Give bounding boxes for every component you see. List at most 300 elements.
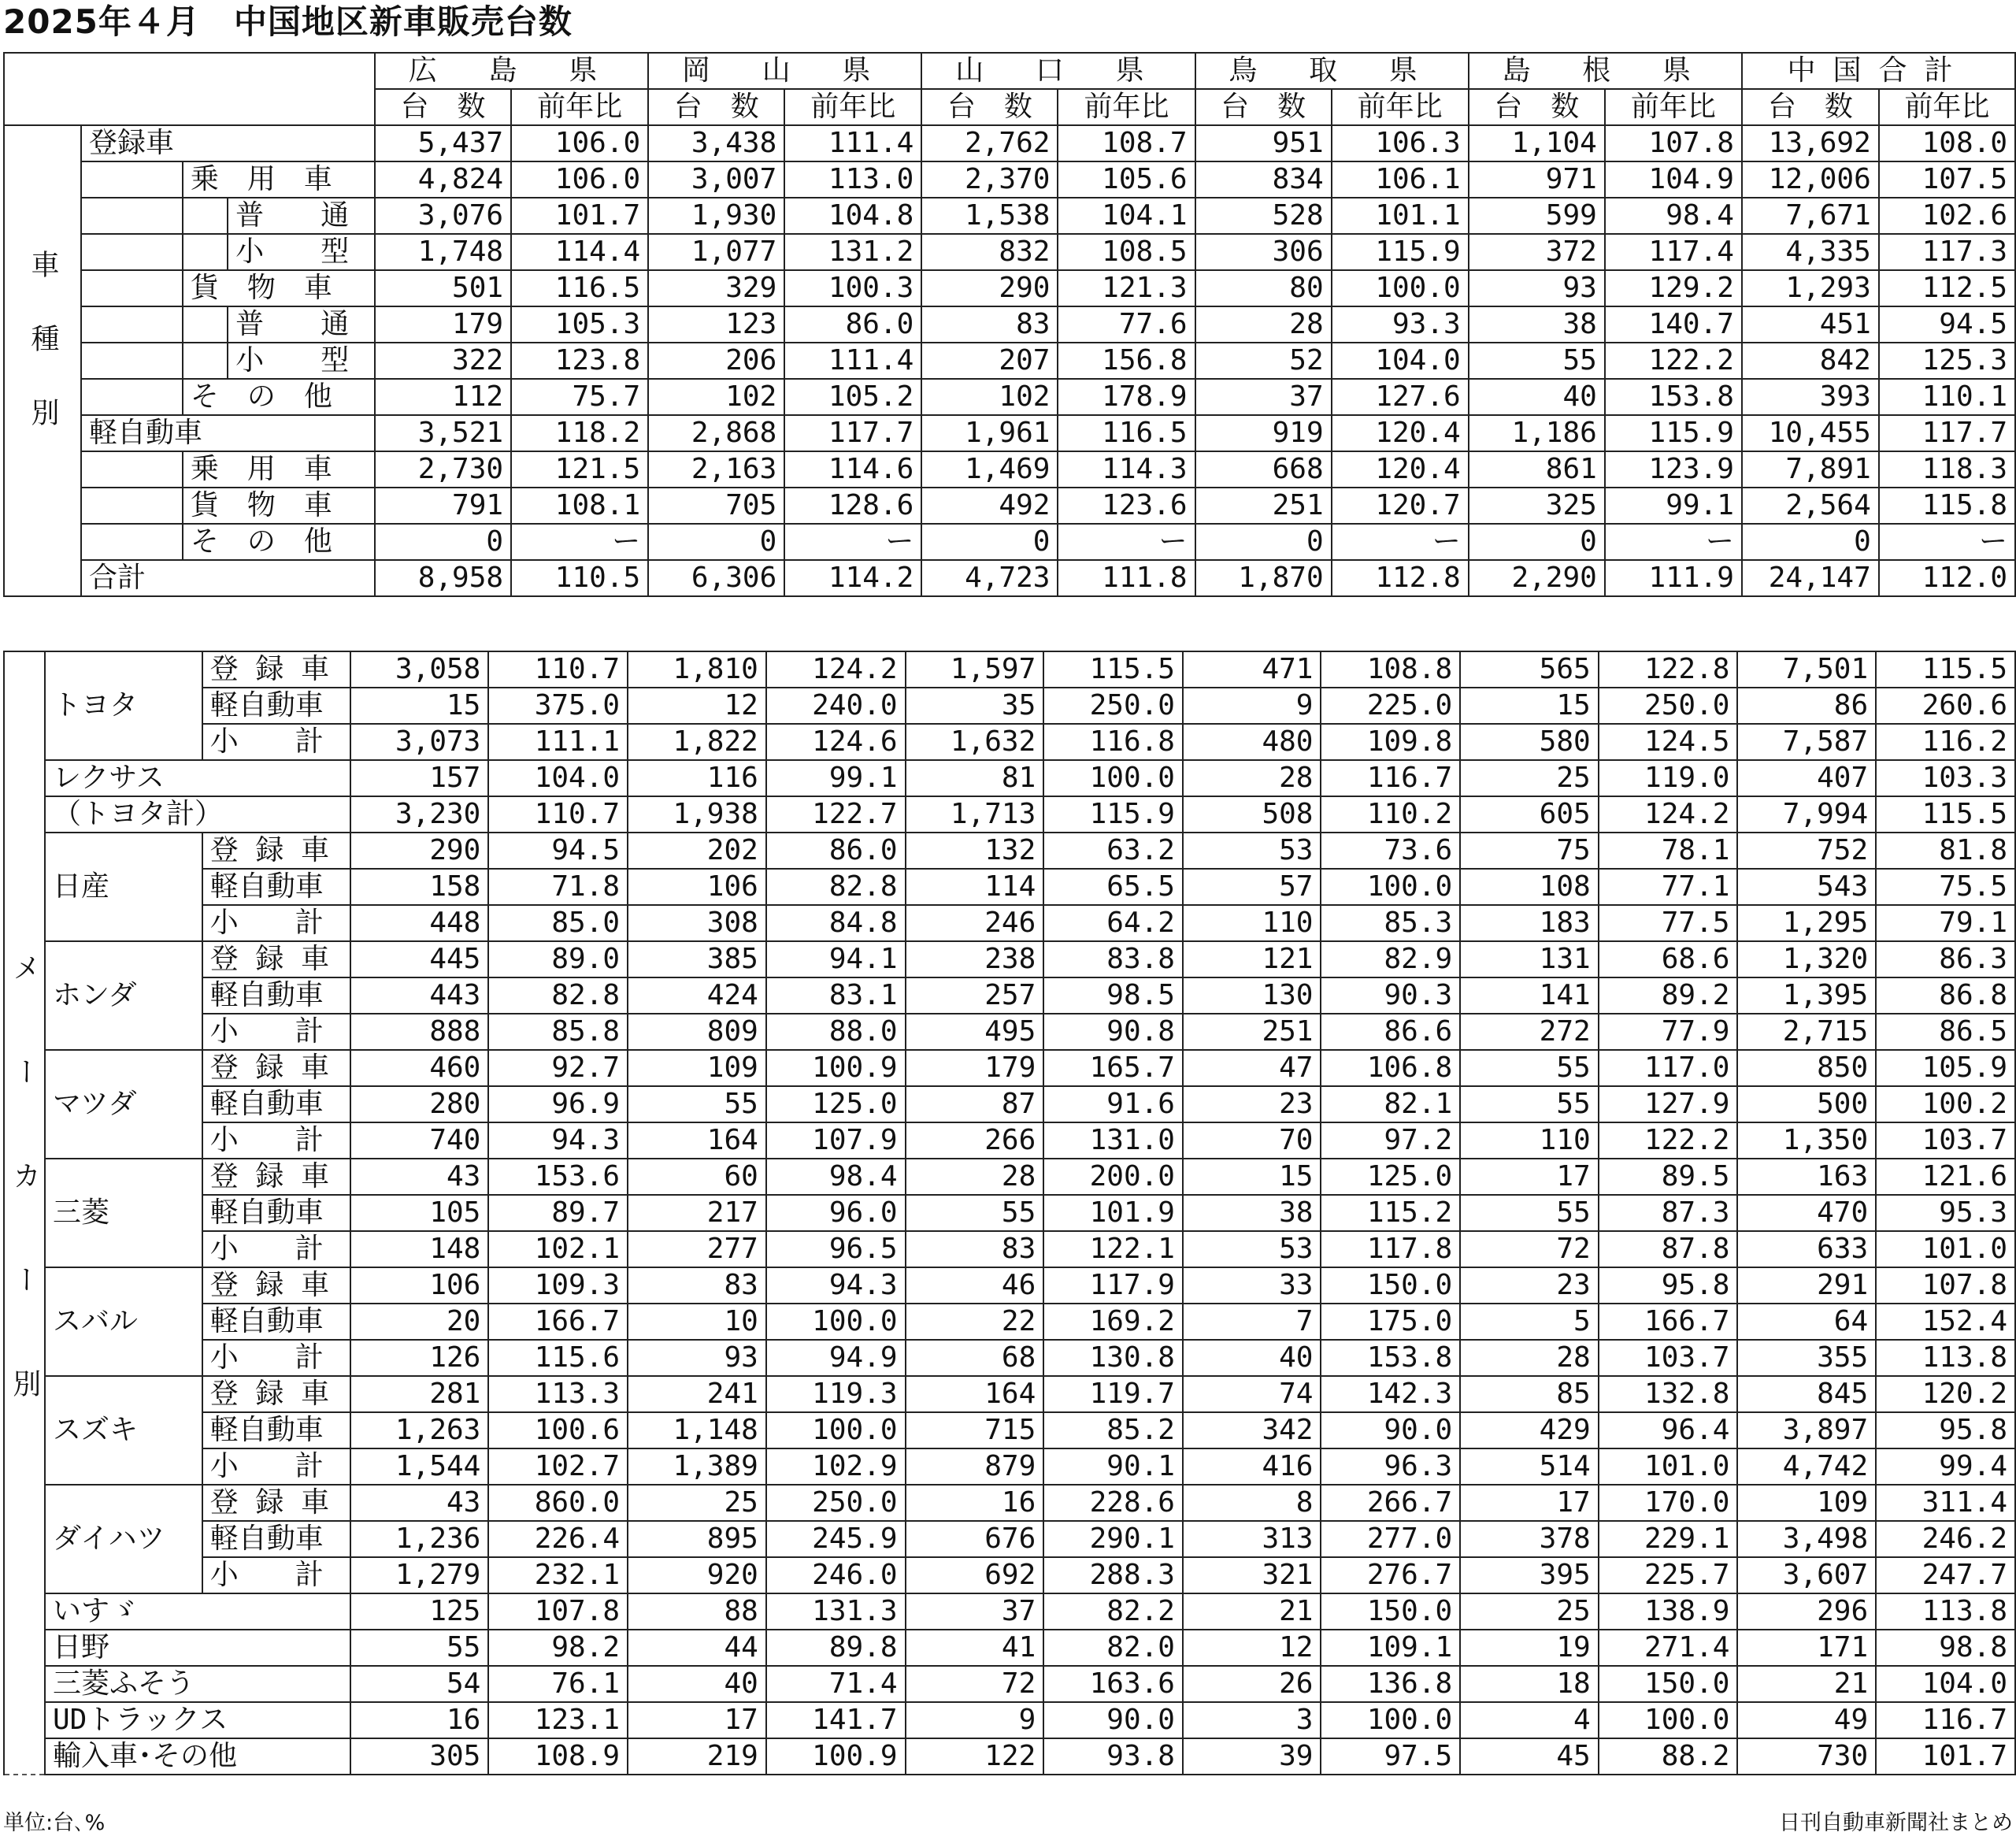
sales-count-cell: 3,438 [648, 125, 784, 161]
yoy-ratio-cell: 108.1 [511, 488, 648, 524]
prefecture-header: 中国合計 [1742, 53, 2015, 89]
yoy-ratio-cell: 165.7 [1043, 1050, 1183, 1086]
sales-count-cell: 308 [628, 905, 766, 941]
yoy-ratio-cell: 123.9 [1605, 451, 1742, 488]
yoy-ratio-cell: 88.2 [1599, 1738, 1738, 1775]
yoy-ratio-cell: 100.0 [766, 1412, 906, 1448]
sales-count-cell: 740 [350, 1122, 489, 1159]
maker-label: レクサス [45, 760, 350, 796]
sales-count-cell: 202 [628, 833, 766, 869]
yoy-ratio-cell: 105.9 [1876, 1050, 2015, 1086]
maker-label: スバル [45, 1267, 202, 1376]
yoy-ratio-cell: 104.1 [1058, 198, 1195, 234]
yoy-ratio-cell: 122.2 [1599, 1122, 1738, 1159]
sales-count-cell: 3,007 [648, 161, 784, 198]
maker-label: マツダ [45, 1050, 202, 1159]
sales-count-cell: 54 [350, 1666, 489, 1702]
sales-count-cell: 470 [1737, 1195, 1876, 1231]
ratio-header: 前年比 [511, 89, 648, 125]
sales-count-cell: 55 [628, 1086, 766, 1122]
maker-subcategory-label: 小 計 [202, 1231, 350, 1267]
yoy-ratio-cell: 90.0 [1043, 1702, 1183, 1738]
maker-subcategory-label: 登 録 車 [202, 1267, 350, 1304]
yoy-ratio-cell: 112.5 [1879, 270, 2015, 306]
yoy-ratio-cell: 100.0 [1599, 1702, 1738, 1738]
sales-count-cell: 329 [648, 270, 784, 306]
table-row [4, 1630, 2015, 1666]
sales-count-cell: 28 [906, 1159, 1044, 1195]
sales-count-cell: 705 [648, 488, 784, 524]
maker-subcategory-label: 登 録 車 [202, 1159, 350, 1195]
sales-count-cell: 1,293 [1742, 270, 1879, 306]
category-label: 登録車 [81, 125, 375, 161]
sales-count-cell: 23 [1460, 1267, 1599, 1304]
yoy-ratio-cell: 124.2 [1599, 796, 1738, 833]
yoy-ratio-cell: 90.3 [1321, 977, 1460, 1014]
sales-count-cell: 106 [350, 1267, 489, 1304]
maker-subcategory-label: 小 計 [202, 1557, 350, 1593]
yoy-ratio-cell: 166.7 [488, 1304, 628, 1340]
sales-count-cell: 126 [350, 1340, 489, 1376]
sales-count-cell: 108 [1460, 869, 1599, 905]
sales-count-cell: 528 [1195, 198, 1332, 234]
maker-subcategory-label: 登 録 車 [202, 833, 350, 869]
yoy-ratio-cell: 229.1 [1599, 1521, 1738, 1557]
yoy-ratio-cell: 68.6 [1599, 941, 1738, 977]
sales-count-cell: 148 [350, 1231, 489, 1267]
sales-count-cell: 3,607 [1737, 1557, 1876, 1593]
yoy-ratio-cell: 86.0 [784, 306, 921, 343]
yoy-ratio-cell: 114.6 [784, 451, 921, 488]
maker-subcategory-label: 登 録 車 [202, 1376, 350, 1412]
yoy-ratio-cell: 99.4 [1876, 1448, 2015, 1485]
maker-subcategory-label: 軽自動車 [202, 688, 350, 724]
yoy-ratio-cell: 101.9 [1043, 1195, 1183, 1231]
yoy-ratio-cell: 111.9 [1605, 560, 1742, 596]
sales-count-cell: 296 [1737, 1593, 1876, 1630]
maker-label: 輸入車･その他 [45, 1738, 350, 1775]
sales-count-cell: 22 [906, 1304, 1044, 1340]
yoy-ratio-cell: 228.6 [1043, 1485, 1183, 1521]
sales-count-cell: 15 [1460, 688, 1599, 724]
sales-count-cell: 116 [628, 760, 766, 796]
sales-count-cell: 25 [1460, 1593, 1599, 1630]
sales-count-cell: 1,469 [921, 451, 1058, 488]
table-row [4, 869, 2015, 905]
sales-count-cell: 35 [906, 688, 1044, 724]
sales-count-cell: 4 [1460, 1702, 1599, 1738]
table-row [4, 977, 2015, 1014]
yoy-ratio-cell: 156.8 [1058, 343, 1195, 379]
table-row [4, 1738, 2015, 1775]
yoy-ratio-cell: 125.0 [1321, 1159, 1460, 1195]
yoy-ratio-cell: 170.0 [1599, 1485, 1738, 1521]
yoy-ratio-cell: 200.0 [1043, 1159, 1183, 1195]
sales-count-cell: 416 [1183, 1448, 1321, 1485]
sales-count-cell: 85 [1460, 1376, 1599, 1412]
sales-count-cell: 692 [906, 1557, 1044, 1593]
yoy-ratio-cell: 103.3 [1876, 760, 2015, 796]
sales-count-cell: 8 [1183, 1485, 1321, 1521]
sales-count-cell: 0 [1469, 524, 1605, 560]
yoy-ratio-cell: 104.0 [1332, 343, 1469, 379]
indent-spacer [81, 198, 183, 234]
yoy-ratio-cell: 116.7 [1876, 1702, 2015, 1738]
maker-label: 三菱 [45, 1159, 202, 1267]
maker-subcategory-label: 軽自動車 [202, 1521, 350, 1557]
yoy-ratio-cell: 73.6 [1321, 833, 1460, 869]
sales-count-cell: 7,587 [1737, 724, 1876, 760]
count-header: 台 数 [1195, 89, 1332, 125]
sales-count-cell: 5,437 [375, 125, 511, 161]
sales-count-cell: 715 [906, 1412, 1044, 1448]
yoy-ratio-cell: 131.3 [766, 1593, 906, 1630]
sales-count-cell: 395 [1460, 1557, 1599, 1593]
yoy-ratio-cell: 122.8 [1599, 651, 1738, 688]
sales-count-cell: 321 [1183, 1557, 1321, 1593]
yoy-ratio-cell: 290.1 [1043, 1521, 1183, 1557]
sales-count-cell: 125 [350, 1593, 489, 1630]
sales-count-cell: 37 [906, 1593, 1044, 1630]
yoy-ratio-cell: 102.9 [766, 1448, 906, 1485]
yoy-ratio-cell: 81.8 [1876, 833, 2015, 869]
yoy-ratio-cell: 106.1 [1332, 161, 1469, 198]
yoy-ratio-cell: 95.8 [1876, 1412, 2015, 1448]
yoy-ratio-cell: 104.0 [488, 760, 628, 796]
yoy-ratio-cell: 86.0 [766, 833, 906, 869]
sales-count-cell: 272 [1460, 1014, 1599, 1050]
sales-count-cell: 1,104 [1469, 125, 1605, 161]
yoy-ratio-cell: 152.4 [1876, 1304, 2015, 1340]
yoy-ratio-cell: 124.5 [1599, 724, 1738, 760]
yoy-ratio-cell: 123.1 [488, 1702, 628, 1738]
yoy-ratio-cell: 178.9 [1058, 379, 1195, 415]
yoy-ratio-cell: ー [511, 524, 648, 560]
yoy-ratio-cell: 375.0 [488, 688, 628, 724]
yoy-ratio-cell: 112.8 [1332, 560, 1469, 596]
yoy-ratio-cell: 89.2 [1599, 977, 1738, 1014]
yoy-ratio-cell: 77.6 [1058, 306, 1195, 343]
sales-count-cell: 28 [1183, 760, 1321, 796]
yoy-ratio-cell: ー [1605, 524, 1742, 560]
yoy-ratio-cell: 115.8 [1879, 488, 2015, 524]
yoy-ratio-cell: 100.9 [766, 1050, 906, 1086]
yoy-ratio-cell: 130.8 [1043, 1340, 1183, 1376]
yoy-ratio-cell: 102.6 [1879, 198, 2015, 234]
sales-count-cell: 1,236 [350, 1521, 489, 1557]
sales-count-cell: 60 [628, 1159, 766, 1195]
sales-count-cell: 206 [648, 343, 784, 379]
sales-count-cell: 7 [1183, 1304, 1321, 1340]
yoy-ratio-cell: 100.0 [1321, 1702, 1460, 1738]
ratio-header: 前年比 [1605, 89, 1742, 125]
sales-count-cell: 1,263 [350, 1412, 489, 1448]
yoy-ratio-cell: 100.3 [784, 270, 921, 306]
yoy-ratio-cell: 131.0 [1043, 1122, 1183, 1159]
yoy-ratio-cell: 95.8 [1599, 1267, 1738, 1304]
sales-count-cell: 0 [1195, 524, 1332, 560]
sales-count-cell: 429 [1460, 1412, 1599, 1448]
sales-count-cell: 10,455 [1742, 415, 1879, 451]
sales-count-cell: 2,370 [921, 161, 1058, 198]
table-row [4, 796, 2015, 833]
sales-count-cell: 480 [1183, 724, 1321, 760]
yoy-ratio-cell: 82.9 [1321, 941, 1460, 977]
sales-count-cell: 543 [1737, 869, 1876, 905]
yoy-ratio-cell: 169.2 [1043, 1304, 1183, 1340]
sales-count-cell: 18 [1460, 1666, 1599, 1702]
prefecture-header: 鳥 取 県 [1195, 53, 1469, 89]
yoy-ratio-cell: 124.2 [766, 651, 906, 688]
sales-count-cell: 55 [1460, 1195, 1599, 1231]
yoy-ratio-cell: 121.6 [1876, 1159, 2015, 1195]
sales-count-cell: 105 [350, 1195, 489, 1231]
section-side-label: メーカー別 [4, 651, 45, 1775]
maker-subcategory-label: 軽自動車 [202, 1195, 350, 1231]
maker-subcategory-label: 登 録 車 [202, 941, 350, 977]
sales-count-cell: 0 [375, 524, 511, 560]
sales-count-cell: 10 [628, 1304, 766, 1340]
yoy-ratio-cell: 153.6 [488, 1159, 628, 1195]
indent-spacer [81, 306, 183, 343]
table-row [4, 198, 2015, 234]
yoy-ratio-cell: 119.0 [1599, 760, 1738, 796]
sales-count-cell: 1,748 [375, 234, 511, 270]
sales-count-cell: 971 [1469, 161, 1605, 198]
yoy-ratio-cell: 107.9 [766, 1122, 906, 1159]
sales-count-cell: 832 [921, 234, 1058, 270]
sales-count-cell: 86 [1737, 688, 1876, 724]
yoy-ratio-cell: 153.8 [1605, 379, 1742, 415]
yoy-ratio-cell: 250.0 [766, 1485, 906, 1521]
table-row [4, 1521, 2015, 1557]
yoy-ratio-cell: 99.1 [1605, 488, 1742, 524]
sales-count-cell: 81 [906, 760, 1044, 796]
yoy-ratio-cell: 127.6 [1332, 379, 1469, 415]
maker-label: トヨタ [45, 651, 202, 760]
ratio-header: 前年比 [784, 89, 921, 125]
sales-count-cell: 19 [1460, 1630, 1599, 1666]
sales-count-cell: 9 [1183, 688, 1321, 724]
yoy-ratio-cell: 94.3 [488, 1122, 628, 1159]
sales-count-cell: 1,597 [906, 651, 1044, 688]
maker-subcategory-label: 軽自動車 [202, 1086, 350, 1122]
subcategory-label: そ の 他 [183, 524, 375, 560]
yoy-ratio-cell: 108.8 [1321, 651, 1460, 688]
sales-count-cell: 752 [1737, 833, 1876, 869]
sales-count-cell: 23 [1183, 1086, 1321, 1122]
table-row [4, 1557, 2015, 1593]
maker-subcategory-label: 軽自動車 [202, 869, 350, 905]
sales-count-cell: 238 [906, 941, 1044, 977]
sales-count-cell: 12 [1183, 1630, 1321, 1666]
table-row [4, 1412, 2015, 1448]
yoy-ratio-cell: 311.4 [1876, 1485, 2015, 1521]
yoy-ratio-cell: 113.8 [1876, 1340, 2015, 1376]
yoy-ratio-cell: 117.0 [1599, 1050, 1738, 1086]
sales-count-cell: 1,822 [628, 724, 766, 760]
sales-count-cell: 460 [350, 1050, 489, 1086]
sales-count-cell: 850 [1737, 1050, 1876, 1086]
sales-count-cell: 41 [906, 1630, 1044, 1666]
yoy-ratio-cell: 100.2 [1876, 1086, 2015, 1122]
sales-count-cell: 4,824 [375, 161, 511, 198]
sales-count-cell: 2,762 [921, 125, 1058, 161]
yoy-ratio-cell: 109.1 [1321, 1630, 1460, 1666]
yoy-ratio-cell: 97.5 [1321, 1738, 1460, 1775]
sales-count-cell: 565 [1460, 651, 1599, 688]
yoy-ratio-cell: 89.8 [766, 1630, 906, 1666]
yoy-ratio-cell: 108.0 [1879, 125, 2015, 161]
sales-count-cell: 241 [628, 1376, 766, 1412]
yoy-ratio-cell: 71.4 [766, 1666, 906, 1702]
ratio-header: 前年比 [1058, 89, 1195, 125]
sales-count-cell: 791 [375, 488, 511, 524]
indent-spacer [81, 234, 183, 270]
section-side-label: 車種別 [4, 125, 81, 596]
maker-subcategory-label: 小 計 [202, 724, 350, 760]
sales-count-cell: 57 [1183, 869, 1321, 905]
yoy-ratio-cell: 114.4 [511, 234, 648, 270]
yoy-ratio-cell: 100.0 [1321, 869, 1460, 905]
yoy-ratio-cell: 120.4 [1332, 415, 1469, 451]
table-row [4, 270, 2015, 306]
yoy-ratio-cell: 108.7 [1058, 125, 1195, 161]
yoy-ratio-cell: 86.8 [1876, 977, 2015, 1014]
yoy-ratio-cell: 90.1 [1043, 1448, 1183, 1485]
yoy-ratio-cell: 65.5 [1043, 869, 1183, 905]
maker-subcategory-label: 小 計 [202, 1122, 350, 1159]
sales-count-cell: 3,498 [1737, 1521, 1876, 1557]
sales-count-cell: 68 [906, 1340, 1044, 1376]
table-row [4, 1267, 2015, 1304]
yoy-ratio-cell: 89.0 [488, 941, 628, 977]
sales-count-cell: 112 [375, 379, 511, 415]
sales-count-cell: 633 [1737, 1231, 1876, 1267]
sales-count-cell: 445 [350, 941, 489, 977]
table-row [4, 1448, 2015, 1485]
indent-spacer [81, 524, 183, 560]
sales-count-cell: 2,290 [1469, 560, 1605, 596]
sales-count-cell: 5 [1460, 1304, 1599, 1340]
yoy-ratio-cell: 82.0 [1043, 1630, 1183, 1666]
yoy-ratio-cell: 122.1 [1043, 1231, 1183, 1267]
sales-count-cell: 1,930 [648, 198, 784, 234]
yoy-ratio-cell: 106.3 [1332, 125, 1469, 161]
yoy-ratio-cell: 245.9 [766, 1521, 906, 1557]
sales-count-cell: 246 [906, 905, 1044, 941]
sales-count-cell: 393 [1742, 379, 1879, 415]
yoy-ratio-cell: 86.3 [1876, 941, 2015, 977]
sales-count-cell: 325 [1469, 488, 1605, 524]
yoy-ratio-cell: 271.4 [1599, 1630, 1738, 1666]
sales-count-cell: 2,163 [648, 451, 784, 488]
category-label: 軽自動車 [81, 415, 375, 451]
sales-count-cell: 3,058 [350, 651, 489, 688]
table-row [4, 760, 2015, 796]
sales-count-cell: 280 [350, 1086, 489, 1122]
yoy-ratio-cell: 115.2 [1321, 1195, 1460, 1231]
sales-count-cell: 342 [1183, 1412, 1321, 1448]
yoy-ratio-cell: 140.7 [1605, 306, 1742, 343]
yoy-ratio-cell: 77.1 [1599, 869, 1738, 905]
table-row [4, 560, 2015, 596]
yoy-ratio-cell: 100.9 [766, 1738, 906, 1775]
sales-count-cell: 16 [350, 1702, 489, 1738]
table-row [4, 651, 2015, 688]
sales-count-cell: 74 [1183, 1376, 1321, 1412]
sales-count-cell: 21 [1737, 1666, 1876, 1702]
table-row [4, 1086, 2015, 1122]
sales-count-cell: 7,501 [1737, 651, 1876, 688]
sales-count-cell: 75 [1460, 833, 1599, 869]
yoy-ratio-cell: 98.2 [488, 1630, 628, 1666]
prefecture-header: 広 島 県 [375, 53, 648, 89]
sales-count-cell: 305 [350, 1738, 489, 1775]
sales-count-cell: 55 [1469, 343, 1605, 379]
sales-count-cell: 109 [628, 1050, 766, 1086]
yoy-ratio-cell: 75.5 [1876, 869, 2015, 905]
yoy-ratio-cell: ー [1058, 524, 1195, 560]
sales-count-cell: 163 [1737, 1159, 1876, 1195]
sales-count-cell: 39 [1183, 1738, 1321, 1775]
yoy-ratio-cell: 122.2 [1605, 343, 1742, 379]
table-row [4, 688, 2015, 724]
sales-count-cell: 3,076 [375, 198, 511, 234]
yoy-ratio-cell: 107.8 [1605, 125, 1742, 161]
yoy-ratio-cell: 96.3 [1321, 1448, 1460, 1485]
yoy-ratio-cell: 125.0 [766, 1086, 906, 1122]
yoy-ratio-cell: 129.2 [1605, 270, 1742, 306]
sales-count-cell: 861 [1469, 451, 1605, 488]
sales-count-cell: 2,715 [1737, 1014, 1876, 1050]
yoy-ratio-cell: 102.7 [488, 1448, 628, 1485]
unit-footnote: 単位:台､% [3, 1811, 106, 1835]
yoy-ratio-cell: 225.7 [1599, 1557, 1738, 1593]
yoy-ratio-cell: 94.3 [766, 1267, 906, 1304]
sales-count-cell: 55 [1460, 1050, 1599, 1086]
sales-count-cell: 3,897 [1737, 1412, 1876, 1448]
sales-count-cell: 15 [350, 688, 489, 724]
sales-count-cell: 87 [906, 1086, 1044, 1122]
sales-count-cell: 291 [1737, 1267, 1876, 1304]
table-row [4, 415, 2015, 451]
yoy-ratio-cell: 110.5 [511, 560, 648, 596]
yoy-ratio-cell: 117.4 [1605, 234, 1742, 270]
count-header: 台 数 [921, 89, 1058, 125]
sales-count-cell: 131 [1460, 941, 1599, 977]
yoy-ratio-cell: 106.0 [511, 161, 648, 198]
sales-count-cell: 219 [628, 1738, 766, 1775]
source-credit: 日刊自動車新聞社まとめ [1779, 1811, 2013, 1835]
sales-count-cell: 1,544 [350, 1448, 489, 1485]
sales-count-cell: 951 [1195, 125, 1332, 161]
ratio-header: 前年比 [1332, 89, 1469, 125]
yoy-ratio-cell: 121.3 [1058, 270, 1195, 306]
sales-count-cell: 12,006 [1742, 161, 1879, 198]
yoy-ratio-cell: 93.3 [1332, 306, 1469, 343]
sales-count-cell: 281 [350, 1376, 489, 1412]
subcategory-label: 貨 物 車 [183, 488, 375, 524]
yoy-ratio-cell: 246.2 [1876, 1521, 2015, 1557]
yoy-ratio-cell: 110.7 [488, 651, 628, 688]
sales-count-cell: 24,147 [1742, 560, 1879, 596]
sales-count-cell: 3,230 [350, 796, 489, 833]
maker-subcategory-label: 小 計 [202, 1340, 350, 1376]
yoy-ratio-cell: 115.9 [1043, 796, 1183, 833]
yoy-ratio-cell: 117.9 [1043, 1267, 1183, 1304]
yoy-ratio-cell: 100.0 [1043, 760, 1183, 796]
